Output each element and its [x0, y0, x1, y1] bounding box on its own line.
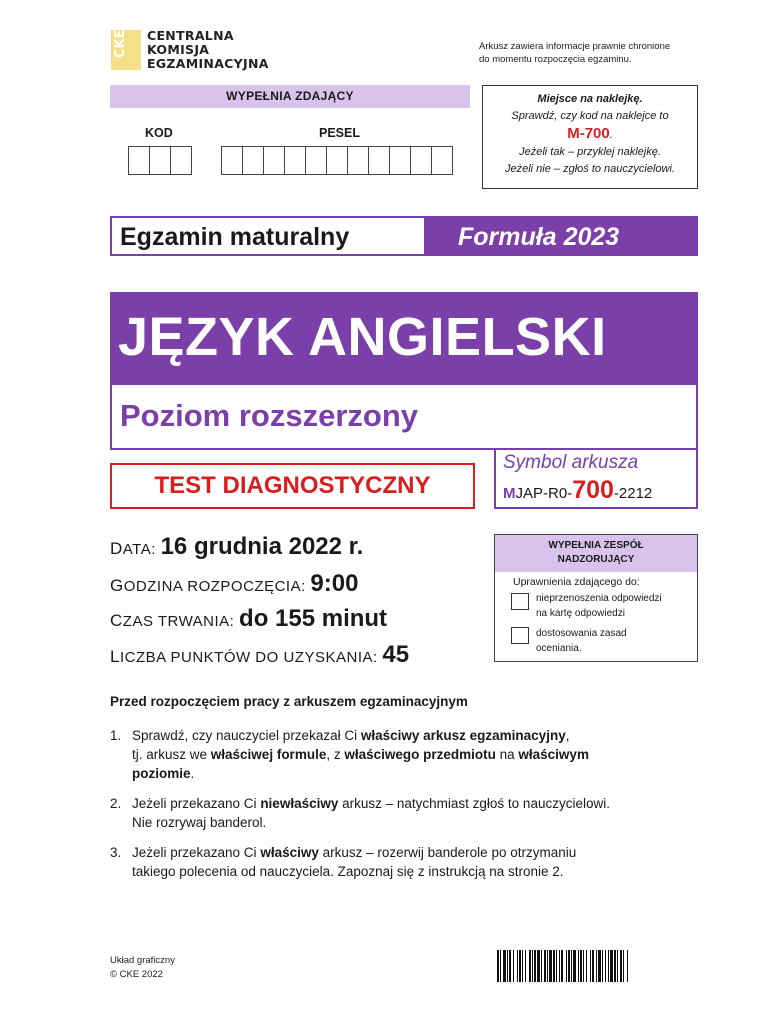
barcode: [497, 950, 699, 982]
confidentiality-note-line-1: Arkusz zawiera informacje prawnie chronione: [479, 41, 671, 52]
exam-formula: Formuła 2023: [424, 218, 696, 254]
instruction-1-text-d: , z: [326, 747, 345, 762]
instruction-3-bold-a: właściwy: [260, 845, 319, 860]
kod-cell[interactable]: [170, 146, 192, 175]
logo-line-3: EGZAMINACYJNA: [147, 56, 269, 71]
pesel-input-cells[interactable]: [221, 146, 452, 175]
instruction-3-text-a: Jeżeli przekazano Ci: [132, 845, 261, 860]
time-label: ODZINA ROZPOCZĘCIA:: [123, 578, 306, 595]
pesel-cell[interactable]: [326, 146, 348, 175]
pesel-label: PESEL: [319, 126, 360, 140]
sticker-check-text: Sprawdź, czy kod na naklejce to: [511, 110, 669, 122]
instruction-item-2: [110, 794, 710, 832]
instruction-2-text-b: arkusz – natychmiast zgłoś to nauczycielowi.: [338, 796, 610, 811]
pesel-cell[interactable]: [410, 146, 432, 175]
adjusted-grading-label-line-2: oceniania.: [536, 643, 582, 654]
symbol-label: Symbol arkusza: [503, 452, 639, 473]
instruction-number: 2.: [110, 796, 122, 811]
proctor-header-line-1: WYPEŁNIA ZESPÓŁ: [548, 540, 644, 551]
kod-label: KOD: [145, 126, 173, 140]
pesel-cell[interactable]: [305, 146, 327, 175]
pesel-cell[interactable]: [263, 146, 285, 175]
points-label-cap: L: [110, 647, 120, 666]
symbol-middle: JAP-R0-: [515, 485, 573, 502]
instruction-1-bold-d: właściwym: [518, 747, 589, 762]
duration-value: do 155 minut: [239, 605, 388, 632]
instruction-number: 3.: [110, 845, 122, 860]
proctor-subtitle: Uprawnienia zdającego do:: [513, 576, 640, 588]
sticker-title: Miejsce na naklejkę.: [537, 93, 643, 105]
date-value: 16 grudnia 2022 r.: [160, 533, 364, 560]
proctor-header: [495, 535, 697, 572]
instruction-item-3: [110, 843, 710, 881]
logo-line-2: KOMISJA: [147, 42, 210, 57]
pesel-cell[interactable]: [368, 146, 390, 175]
candidate-fill-header: WYPEŁNIA ZDAJĄCY: [110, 85, 470, 108]
no-transfer-checkbox[interactable]: [511, 593, 529, 610]
no-transfer-label: [536, 591, 696, 621]
cke-logo-mark: [111, 30, 141, 70]
symbol-suffix: -2212: [613, 485, 653, 502]
barcode-bar: [628, 950, 629, 982]
instruction-1-text-a: Sprawdź, czy nauczyciel przekazał Ci: [132, 728, 361, 743]
exam-points: [110, 641, 409, 669]
cke-logo-letters: CKE: [113, 29, 128, 58]
logo-line-1: CENTRALNA: [147, 28, 234, 43]
proctor-box: [494, 534, 698, 662]
sticker-placeholder: [482, 85, 698, 189]
confidentiality-note-line-2: do momentu rozpoczęcia egzaminu.: [479, 54, 632, 65]
instruction-2-bold-a: niewłaściwy: [260, 796, 339, 811]
proctor-header-line-2: NADZORUJĄCY: [557, 554, 635, 565]
no-transfer-label-line-2: na kartę odpowiedzi: [536, 608, 625, 619]
instruction-text: [132, 726, 589, 783]
pesel-cell[interactable]: [284, 146, 306, 175]
pesel-cell[interactable]: [431, 146, 453, 175]
kod-cell[interactable]: [149, 146, 171, 175]
instructions-heading: Przed rozpoczęciem pracy z arkuszem egzaminacyjnym: [110, 694, 468, 709]
duration-label: ZAS TRWANIA:: [122, 613, 235, 630]
exam-title-bar: [110, 216, 698, 256]
symbol-prefix: M: [503, 485, 516, 502]
date-label: ATA:: [122, 541, 156, 558]
instruction-1-text-e: na: [495, 747, 519, 762]
instruction-text: [132, 794, 610, 832]
instruction-1-text-b: ,: [565, 728, 570, 743]
instruction-1-text-c: tj. arkusz we: [132, 747, 211, 762]
time-label-cap: G: [110, 576, 124, 595]
confidentiality-note: [479, 40, 709, 66]
adjusted-grading-label-line-1: dostosowania zasad: [536, 628, 627, 639]
date-label-cap: D: [110, 539, 123, 558]
sticker-no-text: Jeżeli nie – zgłoś to nauczycielowi.: [505, 163, 675, 175]
symbol-code: [503, 476, 652, 505]
kod-input-cells[interactable]: [128, 146, 191, 175]
pesel-cell[interactable]: [347, 146, 369, 175]
footer-credits: [110, 954, 175, 982]
pesel-cell[interactable]: [389, 146, 411, 175]
test-diagnostic-label: TEST DIAGNOSTYCZNY: [110, 463, 475, 509]
sticker-code: M-700: [567, 125, 610, 142]
subject-title: JĘZYK ANGIELSKI: [118, 307, 607, 367]
footer-line-2: © CKE 2022: [110, 969, 163, 980]
footer-line-1: Układ graficzny: [110, 955, 175, 966]
kod-cell[interactable]: [128, 146, 150, 175]
instruction-3-text-b: arkusz – rozerwij banderole po otrzymaniu: [318, 845, 577, 860]
instruction-1-bold-a: właściwy arkusz egzaminacyjny: [360, 728, 566, 743]
cke-logo-text: [147, 29, 269, 71]
no-transfer-label-line-1: nieprzenoszenia odpowiedzi: [536, 593, 662, 604]
adjusted-grading-label: [536, 626, 696, 656]
sticker-code-suffix: .: [609, 129, 613, 141]
instruction-text: [132, 843, 576, 881]
sticker-yes-text: Jeżeli tak – przyklej naklejkę.: [519, 146, 661, 158]
exam-duration: [110, 605, 387, 633]
exam-date: [110, 533, 363, 561]
instruction-1-bold-e: poziomie: [132, 766, 191, 781]
duration-label-cap: C: [110, 611, 123, 630]
symbol-number: 700: [572, 476, 614, 504]
instruction-2-text-a: Jeżeli przekazano Ci: [132, 796, 261, 811]
instruction-1-text-f: .: [190, 766, 195, 781]
instruction-1-bold-b: właściwej formule: [210, 747, 327, 762]
instruction-2-text-c: Nie rozrywaj banderol.: [132, 815, 267, 830]
subject-level: Poziom rozszerzony: [120, 398, 418, 433]
instruction-item-1: [110, 726, 710, 783]
pesel-cell[interactable]: [221, 146, 243, 175]
instruction-3-text-c: takiego polecenia od nauczyciela. Zapoznaj się z instrukcją na stronie 2.: [132, 864, 564, 879]
time-value: 9:00: [310, 570, 359, 597]
points-label: ICZBA PUNKTÓW DO UZYSKANIA:: [119, 649, 378, 666]
pesel-cell[interactable]: [242, 146, 264, 175]
exam-name: Egzamin maturalny: [112, 218, 424, 254]
adjusted-grading-checkbox[interactable]: [511, 627, 529, 644]
instruction-number: 1.: [110, 728, 122, 743]
instruction-1-bold-c: właściwego przedmiotu: [344, 747, 496, 762]
points-value: 45: [382, 641, 410, 668]
exam-start-time: [110, 570, 358, 598]
